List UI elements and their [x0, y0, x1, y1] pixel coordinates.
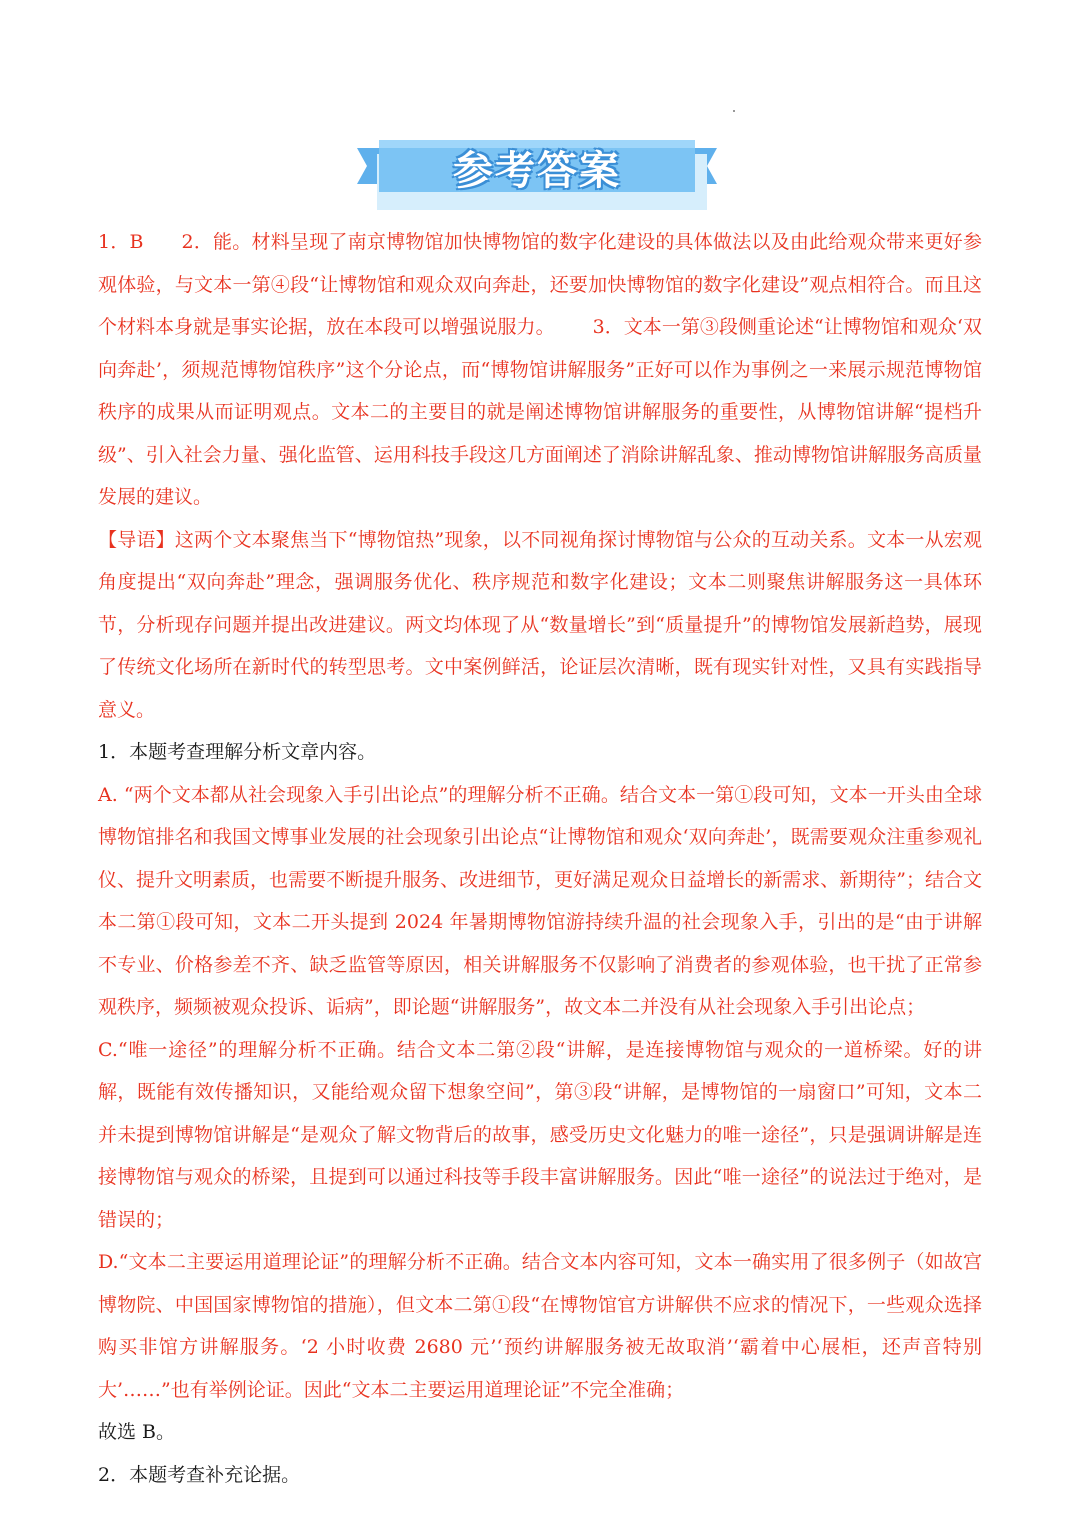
q1-heading: 1．本题考查理解分析文章内容。: [98, 741, 377, 763]
banner-title: 参考答案: [453, 148, 621, 194]
answer-2: 2．能。材料呈现了南京博物馆加快博物馆的数字化建设的具体做法以及由此给观众带来更好参观体验，与文本一第④段“让博物馆和观众双向奔赴，还要加快博物馆的数字化建设”观点相符合。而且这个材料本身就是事实论据，放在本段可以增强说服力。: [98, 231, 982, 338]
answer-banner: [357, 140, 717, 210]
answer-3: 3．文本一第③段侧重论述“让博物馆和观众‘双向奔赴’，须规范博物馆秩序”这个分论点，而“博物馆讲解服务”正好可以作为事例之一来展示规范博物馆秩序的成果从而证明观点。文本二的主要目的就是阐述博物馆讲解服务的重要性，从博物馆讲解“提档升级”、引入社会力量、强化监管、运用科技手段这几方面阐述了消除讲解乱象、推动博物馆讲解服务高质量发展的建议。: [98, 316, 982, 508]
q1-choice: 故选 B。: [98, 1421, 176, 1443]
scan-dot: [733, 110, 735, 112]
intro-paragraph: 【导语】这两个文本聚焦当下“博物馆热”现象，以不同视角探讨博物馆与公众的互动关系。文本一从宏观角度提出“双向奔赴”理念，强调服务优化、秩序规范和数字化建设；文本二则聚焦讲解服务这一具体环节，分析现存问题并提出改进建议。两文均体现了从“数量增长”到“质量提升”的博物馆发展新趋势，展现了传统文化场所在新时代的转型思考。文中案例鲜活，论证层次清晰，既有现实针对性，又具有实践指导意义。: [98, 528, 982, 721]
q1-option-d-analysis: D.“文本二主要运用道理论证”的理解分析不正确。结合文本内容可知，文本一确实用了很多例子（如故宫博物院、中国国家博物馆的措施），但文本二第①段“在博物馆官方讲解供不应求的情况下，一些观众选择购买非馆方讲解服务。‘2 小时收费 2680 元’‘预约讲解服务被无故取消’‘霸着中心展柜，还声音特别大’……”也有举例论证。因此“文本二主要运用道理论证”不完全准确；: [98, 1251, 982, 1401]
answer-content: [98, 221, 982, 1496]
answer-paragraph: [98, 221, 982, 519]
q2-heading: 2．本题考查补充论据。: [98, 1463, 301, 1486]
q1-option-c-analysis: C.“唯一途径”的理解分析不正确。结合文本二第②段“讲解，是连接博物馆与观众的一道桥梁。好的讲解，既能有效传播知识，又能给观众留下想象空间”，第③段“讲解，是博物馆的一扇窗口”可知，文本二并未提到博物馆讲解是“是观众了解文物背后的故事，感受历史文化魅力的唯一途径”，只是强调讲解是连接博物馆与观众的桥梁，且提到可以通过科技等手段丰富讲解服务。因此“唯一途径”的说法过于绝对，是错误的；: [98, 1038, 982, 1231]
q1-option-a-analysis: A. “两个文本都从社会现象入手引出论点”的理解分析不正确。结合文本一第①段可知，文本一开头由全球博物馆排名和我国文博事业发展的社会现象引出论点“让博物馆和观众‘双向奔赴’，既需要观众注重参观礼仪、提升文明素质，也需要不断提升服务、改进细节，更好满足观众日益增长的新需求、新期待”；结合文本二第①段可知，文本二开头提到 2024 年暑期博物馆游持续升温的社会现象入手，引出的是“由于讲解不专业、价格参差不齐、缺乏监管等原因，相关讲解服务不仅影响了消费者的参观体验，也干扰了正常参观秩序，频频被观众投诉、诟病”，即论题“讲解服务”，故文本二并没有从社会现象入手引出论点；: [98, 783, 982, 1018]
answer-1: 1．B: [98, 231, 144, 253]
